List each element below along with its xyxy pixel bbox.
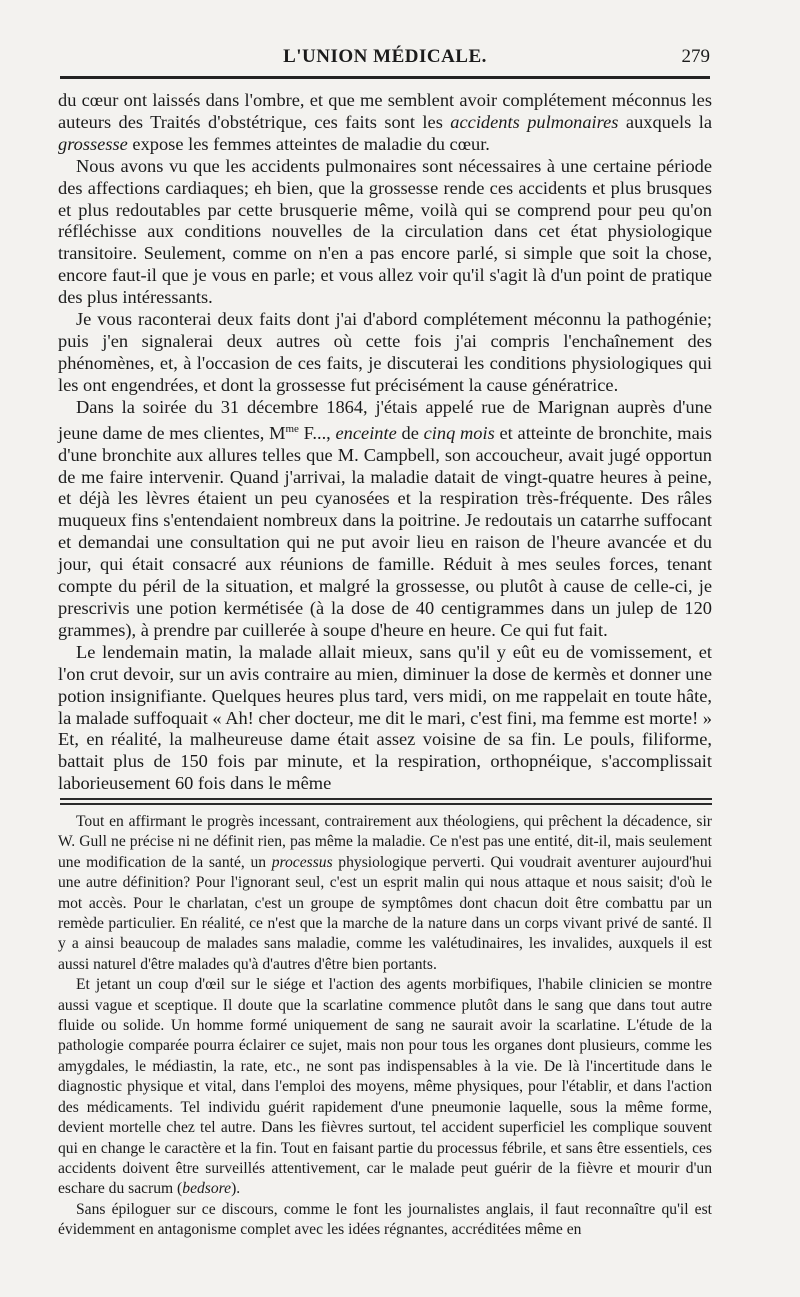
page-header bbox=[60, 42, 710, 72]
text-run: Et jetant un coup d'œil sur le siége et l'action des agents morbifiques, l'habile clinicien se montre aussi vague et sceptique. Il doute que la scarlatine commence plutôt dans le sang que dans tout autre fluide ou solide. Un homme formé uniquement de sang ne saurait avoir la scarlatine. L'étude de la pathologie comparée pourra éclairer ce sujet, mais non pour tous les organes dont plusieurs, comme les amygdales, le médiastin, la rate, etc., ne sont pas indispensables à la vie. De là l'incertitude dans le diagnostic physique et vital, dans l'emploi des moyens, même physiques, pour l'établir, et dans l'action des médicaments. Tel individu guérit rapidement d'une pneumonie laquelle, sous la même forme, devient mortelle chez tel autre. Dans les fièvres surtout, tel accident superficiel les complique souvent qui en change le caractère et la fin. Tout en faisant partie du processus fébrile, et sans être essentiels, ces accidents doivent être surveillés attentivement, car le malade peut guérir de la fièvre et mourir d'un eschare du sacrum ( bbox=[58, 976, 712, 1198]
paragraph-2: Nous avons vu que les accidents pulmonaires sont nécessaires à une certaine période des affections cardiaques; eh bien, que la grossesse rende ces accidents et plus brusques et plus redoutables par cette brusquerie même, voilà qui se comprend pour peu qu'on réfléchisse aux conditions nouvelles de la circulation dans cet état physiologique transitoire. Seulement, comme on n'en a pas encore parlé, si simple que soit la chose, encore faut-il que je vous en parle; et vous allez voir qu'il s'agit là d'un point de pratique des plus intéressants. bbox=[58, 155, 712, 308]
text-run: et atteinte de bronchite, mais d'une bronchite aux allures telles que M. Campbell, son accoucheur, avait jugé opportun de me faire intervenir. Quand j'arrivai, la maladie datait de vingt-quatre heures à peine, et déjà les lèvres étaient un peu cyanosées et la respiration très-fréquente. Des râles muqueux fins s'entendaient nombreux dans la poitrine. Je redoutais un catarrhe suffocant et demandai une consultation qui ne put avoir lieu en raison de l'heure avancée et du jour, qui était consacré aux réunions de famille. Réduit à mes seules forces, tenant compte du péril de la situation, et malgré la grossesse, ou plutôt à cause de celle-ci, je prescrivis une potion kermétisée (à la dose de 40 centigrammes dans un julep de 120 grammes), à prendre par cuillerée à soupe d'heure en heure. Ce qui fut fait. bbox=[58, 422, 712, 640]
text-run: ). bbox=[231, 1180, 241, 1198]
italic-run: accidents pulmonaires bbox=[450, 111, 619, 132]
main-text bbox=[58, 90, 712, 795]
footnote-rule-upper bbox=[60, 798, 712, 800]
note-paragraph-3: Sans épiloguer sur ce discours, comme le font les journalistes anglais, il faut reconnaître qu'il est évidemment en antagonisme complet avec les idées régnantes, accréditées même en bbox=[58, 1200, 712, 1239]
paragraph-1 bbox=[58, 90, 712, 156]
footnote-rule-lower bbox=[60, 803, 712, 805]
italic-run: grossesse bbox=[58, 133, 128, 154]
footnote-text bbox=[58, 812, 712, 1241]
text-run: du cœur ont laissés dans l'ombre, et que me semblent avoir complétement méconnus les auteurs des Traités d'obstétrique, ces faits sont les bbox=[58, 90, 712, 132]
text-run: auxquels la bbox=[618, 111, 712, 132]
text-run: expose les femmes atteintes de maladie du cœur. bbox=[127, 133, 490, 154]
note-paragraph-2 bbox=[58, 975, 712, 1199]
paragraph-5: Le lendemain matin, la malade allait mieux, sans qu'il y eût eu de vomissement, et l'on crut devoir, sur un avis contraire au mien, diminuer la dose de kermès et donner une potion insignifiante. Quelques heures plus tard, vers midi, on me rappelait en toute hâte, la malade suffoquait « Ah! cher docteur, me dit le mari, c'est fini, ma femme est morte! » Et, en réalité, la malheureuse dame était assez voisine de sa fin. Le pouls, filiforme, battait plus de 150 fois par minute, et la respiration, orthopnéique, s'accomplissait laborieusement 60 fois dans le même bbox=[58, 641, 712, 794]
paragraph-3: Je vous raconterai deux faits dont j'ai d'abord complétement méconnu la pathogénie; puis j'en signalerai deux autres où cette fois j'ai compris l'enchaînement des phénomènes, et, à l'occasion de ces faits, je discuterai les conditions physiologiques qui les ont engendrées, et dont la grossesse fut précisément la cause génératrice. bbox=[58, 309, 712, 395]
text-run: F..., bbox=[298, 422, 336, 443]
text-run: Tout en affirmant le progrès incessant, contrairement aux théologiens, qui prêchent la décadence, sir W. Gull ne précise ni ne définit rien, pas même la maladie. Ce n'est pas une entité, dit-il, mais seulement une modification de la santé, un bbox=[58, 813, 712, 871]
italic-run: enceinte bbox=[335, 422, 397, 443]
text-run: Dans la soirée du 31 décembre 1864, j'étais appelé rue de Marignan auprès d'une jeune dame de mes clientes, M bbox=[58, 396, 712, 443]
page-number: 279 bbox=[681, 46, 710, 67]
running-title: L'UNION MÉDICALE. bbox=[283, 46, 487, 67]
italic-run: processus bbox=[271, 853, 333, 871]
text-run: physiologique perverti. Qui voudrait aventurer aujourd'hui une autre définition? Pour l'ignorant seul, c'est un esprit malin qui nous attaque et nous saisit; d'où le mot accès. Pour le charlatan, c'est un groupe de symptômes dont chacun doit être combattu par un remède particulier. En réalité, ce n'est que la marche de la nature dans un corps vivant privé de santé. Il y a ainsi beaucoup de malades sans maladie, comme les valétudinaires, les invalides, auxquels il est aussi naturel d'être malades qu'à d'autres d'être bien portants. bbox=[58, 853, 712, 973]
header-rule bbox=[60, 76, 710, 79]
italic-run: cinq mois bbox=[423, 422, 495, 443]
text-run: de bbox=[396, 422, 424, 443]
note-paragraph-1 bbox=[58, 812, 712, 975]
italic-run: bedsore bbox=[182, 1180, 232, 1198]
paragraph-4 bbox=[58, 397, 712, 642]
superscript: me bbox=[285, 422, 299, 435]
